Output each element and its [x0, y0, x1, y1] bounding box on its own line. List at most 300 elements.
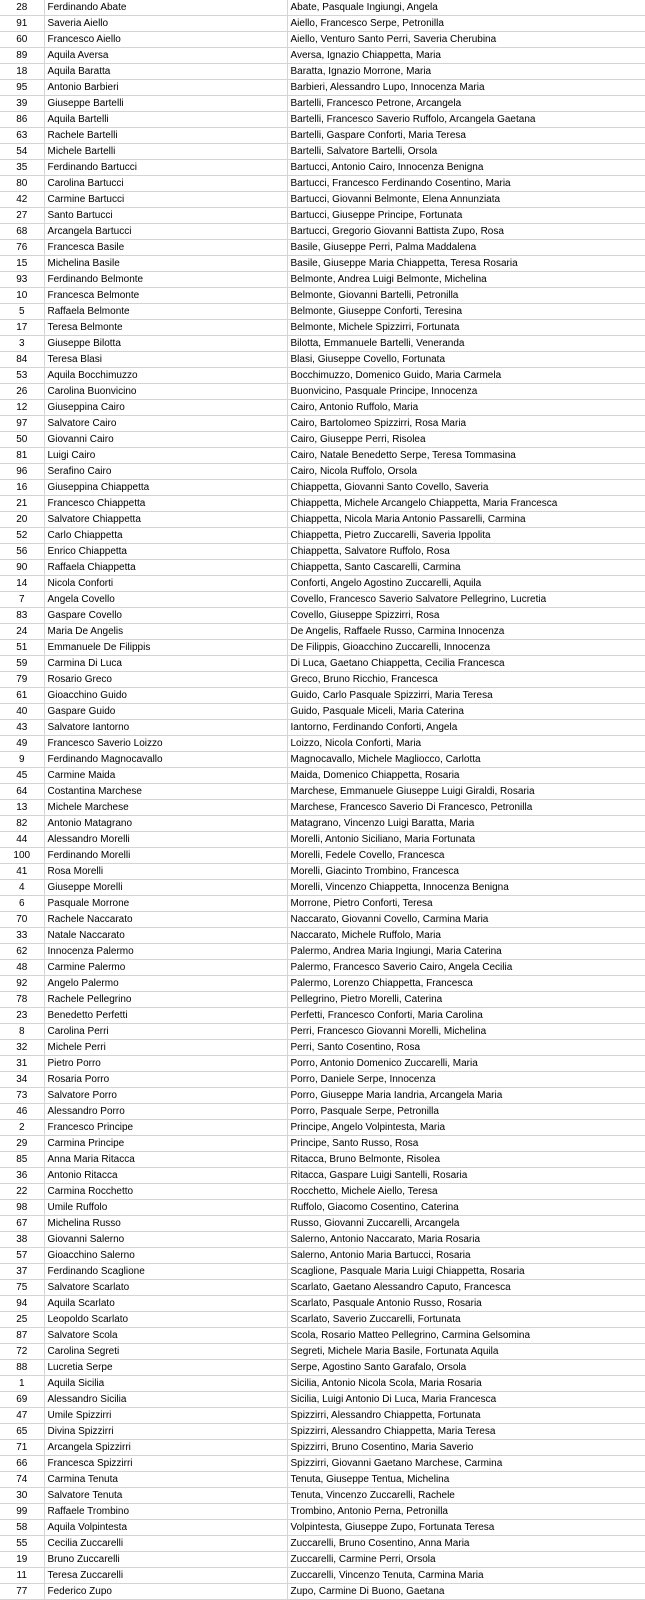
record-number-cell[interactable]: 60	[0, 32, 44, 48]
record-number-cell[interactable]: 42	[0, 192, 44, 208]
record-number-cell[interactable]: 33	[0, 928, 44, 944]
person-name-cell[interactable]: Leopoldo Scarlato	[44, 1312, 287, 1328]
person-name-cell[interactable]: Innocenza Palermo	[44, 944, 287, 960]
record-number-cell[interactable]: 50	[0, 432, 44, 448]
record-number-cell[interactable]: 49	[0, 736, 44, 752]
person-name-cell[interactable]: Giuseppe Bilotta	[44, 336, 287, 352]
person-name-cell[interactable]: Maria De Angelis	[44, 624, 287, 640]
person-name-cell[interactable]: Alessandro Morelli	[44, 832, 287, 848]
person-name-cell[interactable]: Pietro Porro	[44, 1056, 287, 1072]
record-number-cell[interactable]: 12	[0, 400, 44, 416]
parents-cell[interactable]: Naccarato, Michele Ruffolo, Maria	[287, 928, 645, 944]
parents-cell[interactable]: Scaglione, Pasquale Maria Luigi Chiappetta, Rosaria	[287, 1264, 645, 1280]
person-name-cell[interactable]: Rosa Morelli	[44, 864, 287, 880]
person-name-cell[interactable]: Serafino Cairo	[44, 464, 287, 480]
parents-cell[interactable]: Bilotta, Emmanuele Bartelli, Veneranda	[287, 336, 645, 352]
parents-cell[interactable]: Spizzirri, Giovanni Gaetano Marchese, Carmina	[287, 1456, 645, 1472]
parents-cell[interactable]: Marchese, Emmanuele Giuseppe Luigi Giraldi, Rosaria	[287, 784, 645, 800]
parents-cell[interactable]: Chiappetta, Salvatore Ruffolo, Rosa	[287, 544, 645, 560]
person-name-cell[interactable]: Salvatore Porro	[44, 1088, 287, 1104]
person-name-cell[interactable]: Cecilia Zuccarelli	[44, 1536, 287, 1552]
person-name-cell[interactable]: Arcangela Bartucci	[44, 224, 287, 240]
person-name-cell[interactable]: Giovanni Salerno	[44, 1232, 287, 1248]
person-name-cell[interactable]: Salvatore Scola	[44, 1328, 287, 1344]
parents-cell[interactable]: Di Luca, Gaetano Chiappetta, Cecilia Francesca	[287, 656, 645, 672]
parents-cell[interactable]: Cairo, Bartolomeo Spizzirri, Rosa Maria	[287, 416, 645, 432]
record-number-cell[interactable]: 48	[0, 960, 44, 976]
parents-cell[interactable]: Perri, Santo Cosentino, Rosa	[287, 1040, 645, 1056]
parents-cell[interactable]: Naccarato, Giovanni Covello, Carmina Maria	[287, 912, 645, 928]
record-number-cell[interactable]: 83	[0, 608, 44, 624]
person-name-cell[interactable]: Lucretia Serpe	[44, 1360, 287, 1376]
record-number-cell[interactable]: 64	[0, 784, 44, 800]
record-number-cell[interactable]: 89	[0, 48, 44, 64]
person-name-cell[interactable]: Aquila Bocchimuzzo	[44, 368, 287, 384]
parents-cell[interactable]: Zuccarelli, Bruno Cosentino, Anna Maria	[287, 1536, 645, 1552]
record-number-cell[interactable]: 88	[0, 1360, 44, 1376]
parents-cell[interactable]: Bartucci, Antonio Cairo, Innocenza Benigna	[287, 160, 645, 176]
person-name-cell[interactable]: Aquila Bartelli	[44, 112, 287, 128]
person-name-cell[interactable]: Teresa Belmonte	[44, 320, 287, 336]
record-number-cell[interactable]: 16	[0, 480, 44, 496]
person-name-cell[interactable]: Salvatore Cairo	[44, 416, 287, 432]
record-number-cell[interactable]: 40	[0, 704, 44, 720]
person-name-cell[interactable]: Aquila Aversa	[44, 48, 287, 64]
person-name-cell[interactable]: Federico Zupo	[44, 1584, 287, 1600]
record-number-cell[interactable]: 51	[0, 640, 44, 656]
record-number-cell[interactable]: 8	[0, 1024, 44, 1040]
record-number-cell[interactable]: 1	[0, 1376, 44, 1392]
parents-cell[interactable]: Bartucci, Gregorio Giovanni Battista Zupo, Rosa	[287, 224, 645, 240]
record-number-cell[interactable]: 55	[0, 1536, 44, 1552]
person-name-cell[interactable]: Gaspare Guido	[44, 704, 287, 720]
parents-cell[interactable]: Russo, Giovanni Zuccarelli, Arcangela	[287, 1216, 645, 1232]
person-name-cell[interactable]: Alessandro Sicilia	[44, 1392, 287, 1408]
record-number-cell[interactable]: 86	[0, 112, 44, 128]
record-number-cell[interactable]: 32	[0, 1040, 44, 1056]
person-name-cell[interactable]: Michelina Russo	[44, 1216, 287, 1232]
record-number-cell[interactable]: 79	[0, 672, 44, 688]
person-name-cell[interactable]: Carmine Maida	[44, 768, 287, 784]
record-number-cell[interactable]: 44	[0, 832, 44, 848]
parents-cell[interactable]: Scarlato, Saverio Zuccarelli, Fortunata	[287, 1312, 645, 1328]
person-name-cell[interactable]: Carlo Chiappetta	[44, 528, 287, 544]
parents-cell[interactable]: Tenuta, Vincenzo Zuccarelli, Rachele	[287, 1488, 645, 1504]
record-number-cell[interactable]: 36	[0, 1168, 44, 1184]
record-number-cell[interactable]: 59	[0, 656, 44, 672]
record-number-cell[interactable]: 5	[0, 304, 44, 320]
person-name-cell[interactable]: Carmine Palermo	[44, 960, 287, 976]
record-number-cell[interactable]: 47	[0, 1408, 44, 1424]
parents-cell[interactable]: Bartucci, Francesco Ferdinando Cosentino, Maria	[287, 176, 645, 192]
parents-cell[interactable]: Porro, Antonio Domenico Zuccarelli, Maria	[287, 1056, 645, 1072]
parents-cell[interactable]: Cairo, Antonio Ruffolo, Maria	[287, 400, 645, 416]
record-number-cell[interactable]: 29	[0, 1136, 44, 1152]
person-name-cell[interactable]: Santo Bartucci	[44, 208, 287, 224]
record-number-cell[interactable]: 20	[0, 512, 44, 528]
person-name-cell[interactable]: Teresa Zuccarelli	[44, 1568, 287, 1584]
person-name-cell[interactable]: Benedetto Perfetti	[44, 1008, 287, 1024]
parents-cell[interactable]: Belmonte, Andrea Luigi Belmonte, Michelina	[287, 272, 645, 288]
parents-cell[interactable]: Palermo, Lorenzo Chiappetta, Francesca	[287, 976, 645, 992]
record-number-cell[interactable]: 80	[0, 176, 44, 192]
parents-cell[interactable]: Scarlato, Gaetano Alessandro Caputo, Francesca	[287, 1280, 645, 1296]
parents-cell[interactable]: Principe, Angelo Volpintesta, Maria	[287, 1120, 645, 1136]
parents-cell[interactable]: Guido, Carlo Pasquale Spizzirri, Maria Teresa	[287, 688, 645, 704]
parents-cell[interactable]: Barbieri, Alessandro Lupo, Innocenza Maria	[287, 80, 645, 96]
parents-cell[interactable]: Chiappetta, Giovanni Santo Covello, Saveria	[287, 480, 645, 496]
parents-cell[interactable]: Sicilia, Antonio Nicola Scola, Maria Rosaria	[287, 1376, 645, 1392]
parents-cell[interactable]: Belmonte, Giuseppe Conforti, Teresina	[287, 304, 645, 320]
person-name-cell[interactable]: Divina Spizzirri	[44, 1424, 287, 1440]
person-name-cell[interactable]: Salvatore Iantorno	[44, 720, 287, 736]
record-number-cell[interactable]: 66	[0, 1456, 44, 1472]
parents-cell[interactable]: Porro, Daniele Serpe, Innocenza	[287, 1072, 645, 1088]
person-name-cell[interactable]: Francesco Principe	[44, 1120, 287, 1136]
record-number-cell[interactable]: 94	[0, 1296, 44, 1312]
record-number-cell[interactable]: 23	[0, 1008, 44, 1024]
parents-cell[interactable]: Cairo, Nicola Ruffolo, Orsola	[287, 464, 645, 480]
record-number-cell[interactable]: 19	[0, 1552, 44, 1568]
person-name-cell[interactable]: Antonio Ritacca	[44, 1168, 287, 1184]
record-number-cell[interactable]: 99	[0, 1504, 44, 1520]
person-name-cell[interactable]: Rosaria Porro	[44, 1072, 287, 1088]
person-name-cell[interactable]: Michele Bartelli	[44, 144, 287, 160]
person-name-cell[interactable]: Francesca Spizzirri	[44, 1456, 287, 1472]
person-name-cell[interactable]: Giuseppina Chiappetta	[44, 480, 287, 496]
record-number-cell[interactable]: 95	[0, 80, 44, 96]
record-number-cell[interactable]: 85	[0, 1152, 44, 1168]
parents-cell[interactable]: De Filippis, Gioacchino Zuccarelli, Innocenza	[287, 640, 645, 656]
person-name-cell[interactable]: Carolina Perri	[44, 1024, 287, 1040]
person-name-cell[interactable]: Raffaela Chiappetta	[44, 560, 287, 576]
parents-cell[interactable]: Segreti, Michele Maria Basile, Fortunata Aquila	[287, 1344, 645, 1360]
parents-cell[interactable]: Loizzo, Nicola Conforti, Maria	[287, 736, 645, 752]
record-number-cell[interactable]: 45	[0, 768, 44, 784]
person-name-cell[interactable]: Anna Maria Ritacca	[44, 1152, 287, 1168]
person-name-cell[interactable]: Ferdinando Scaglione	[44, 1264, 287, 1280]
person-name-cell[interactable]: Michelina Basile	[44, 256, 287, 272]
person-name-cell[interactable]: Ferdinando Abate	[44, 0, 287, 16]
person-name-cell[interactable]: Francesca Basile	[44, 240, 287, 256]
record-number-cell[interactable]: 100	[0, 848, 44, 864]
record-number-cell[interactable]: 70	[0, 912, 44, 928]
record-number-cell[interactable]: 46	[0, 1104, 44, 1120]
person-name-cell[interactable]: Pasquale Morrone	[44, 896, 287, 912]
record-number-cell[interactable]: 96	[0, 464, 44, 480]
person-name-cell[interactable]: Gioacchino Guido	[44, 688, 287, 704]
person-name-cell[interactable]: Carmina Rocchetto	[44, 1184, 287, 1200]
record-number-cell[interactable]: 34	[0, 1072, 44, 1088]
record-number-cell[interactable]: 22	[0, 1184, 44, 1200]
record-number-cell[interactable]: 81	[0, 448, 44, 464]
parents-cell[interactable]: Morelli, Fedele Covello, Francesca	[287, 848, 645, 864]
parents-cell[interactable]: Ritacca, Gaspare Luigi Santelli, Rosaria	[287, 1168, 645, 1184]
record-number-cell[interactable]: 7	[0, 592, 44, 608]
parents-cell[interactable]: Pellegrino, Pietro Morelli, Caterina	[287, 992, 645, 1008]
record-number-cell[interactable]: 92	[0, 976, 44, 992]
parents-cell[interactable]: Cairo, Giuseppe Perri, Risolea	[287, 432, 645, 448]
record-number-cell[interactable]: 91	[0, 16, 44, 32]
record-number-cell[interactable]: 21	[0, 496, 44, 512]
record-number-cell[interactable]: 43	[0, 720, 44, 736]
parents-cell[interactable]: Serpe, Agostino Santo Garafalo, Orsola	[287, 1360, 645, 1376]
parents-cell[interactable]: Zupo, Carmine Di Buono, Gaetana	[287, 1584, 645, 1600]
parents-cell[interactable]: Magnocavallo, Michele Magliocco, Carlotta	[287, 752, 645, 768]
record-number-cell[interactable]: 18	[0, 64, 44, 80]
record-number-cell[interactable]: 71	[0, 1440, 44, 1456]
parents-cell[interactable]: Sicilia, Luigi Antonio Di Luca, Maria Francesca	[287, 1392, 645, 1408]
person-name-cell[interactable]: Francesca Belmonte	[44, 288, 287, 304]
record-number-cell[interactable]: 28	[0, 0, 44, 16]
parents-cell[interactable]: Basile, Giuseppe Perri, Palma Maddalena	[287, 240, 645, 256]
parents-cell[interactable]: Morelli, Antonio Siciliano, Maria Fortunata	[287, 832, 645, 848]
parents-cell[interactable]: Spizzirri, Alessandro Chiappetta, Maria Teresa	[287, 1424, 645, 1440]
parents-cell[interactable]: Tenuta, Giuseppe Tentua, Michelina	[287, 1472, 645, 1488]
record-number-cell[interactable]: 76	[0, 240, 44, 256]
person-name-cell[interactable]: Bruno Zuccarelli	[44, 1552, 287, 1568]
parents-cell[interactable]: Aiello, Francesco Serpe, Petronilla	[287, 16, 645, 32]
person-name-cell[interactable]: Ferdinando Belmonte	[44, 272, 287, 288]
person-name-cell[interactable]: Gaspare Covello	[44, 608, 287, 624]
parents-cell[interactable]: Salerno, Antonio Maria Bartucci, Rosaria	[287, 1248, 645, 1264]
person-name-cell[interactable]: Giuseppe Morelli	[44, 880, 287, 896]
parents-cell[interactable]: Greco, Bruno Ricchio, Francesca	[287, 672, 645, 688]
record-number-cell[interactable]: 27	[0, 208, 44, 224]
record-number-cell[interactable]: 53	[0, 368, 44, 384]
person-name-cell[interactable]: Carmine Bartucci	[44, 192, 287, 208]
record-number-cell[interactable]: 82	[0, 816, 44, 832]
record-number-cell[interactable]: 84	[0, 352, 44, 368]
record-number-cell[interactable]: 2	[0, 1120, 44, 1136]
parents-cell[interactable]: Chiappetta, Pietro Zuccarelli, Saveria Ippolita	[287, 528, 645, 544]
record-number-cell[interactable]: 39	[0, 96, 44, 112]
parents-cell[interactable]: Ruffolo, Giacomo Cosentino, Caterina	[287, 1200, 645, 1216]
person-name-cell[interactable]: Saveria Aiello	[44, 16, 287, 32]
person-name-cell[interactable]: Carolina Buonvicino	[44, 384, 287, 400]
parents-cell[interactable]: Chiappetta, Nicola Maria Antonio Passarelli, Carmina	[287, 512, 645, 528]
parents-cell[interactable]: Morrone, Pietro Conforti, Teresa	[287, 896, 645, 912]
record-number-cell[interactable]: 6	[0, 896, 44, 912]
person-name-cell[interactable]: Antonio Matagrano	[44, 816, 287, 832]
parents-cell[interactable]: Chiappetta, Michele Arcangelo Chiappetta, Maria Francesca	[287, 496, 645, 512]
parents-cell[interactable]: Abate, Pasquale Ingiungi, Angela	[287, 0, 645, 16]
person-name-cell[interactable]: Rosario Greco	[44, 672, 287, 688]
person-name-cell[interactable]: Rachele Naccarato	[44, 912, 287, 928]
record-number-cell[interactable]: 13	[0, 800, 44, 816]
record-number-cell[interactable]: 38	[0, 1232, 44, 1248]
record-number-cell[interactable]: 54	[0, 144, 44, 160]
parents-cell[interactable]: Blasi, Giuseppe Covello, Fortunata	[287, 352, 645, 368]
record-number-cell[interactable]: 61	[0, 688, 44, 704]
person-name-cell[interactable]: Luigi Cairo	[44, 448, 287, 464]
parents-cell[interactable]: Bartucci, Giovanni Belmonte, Elena Annunziata	[287, 192, 645, 208]
parents-cell[interactable]: Bartelli, Francesco Saverio Ruffolo, Arcangela Gaetana	[287, 112, 645, 128]
person-name-cell[interactable]: Gioacchino Salerno	[44, 1248, 287, 1264]
record-number-cell[interactable]: 77	[0, 1584, 44, 1600]
parents-cell[interactable]: Cairo, Natale Benedetto Serpe, Teresa Tommasina	[287, 448, 645, 464]
parents-cell[interactable]: Belmonte, Giovanni Bartelli, Petronilla	[287, 288, 645, 304]
parents-cell[interactable]: Perri, Francesco Giovanni Morelli, Michelina	[287, 1024, 645, 1040]
record-number-cell[interactable]: 3	[0, 336, 44, 352]
record-number-cell[interactable]: 30	[0, 1488, 44, 1504]
person-name-cell[interactable]: Carolina Segreti	[44, 1344, 287, 1360]
record-number-cell[interactable]: 75	[0, 1280, 44, 1296]
person-name-cell[interactable]: Umile Spizzirri	[44, 1408, 287, 1424]
record-number-cell[interactable]: 17	[0, 320, 44, 336]
person-name-cell[interactable]: Emmanuele De Filippis	[44, 640, 287, 656]
parents-cell[interactable]: Bartelli, Salvatore Bartelli, Orsola	[287, 144, 645, 160]
person-name-cell[interactable]: Francesco Saverio Loizzo	[44, 736, 287, 752]
record-number-cell[interactable]: 65	[0, 1424, 44, 1440]
person-name-cell[interactable]: Francesco Aiello	[44, 32, 287, 48]
person-name-cell[interactable]: Ferdinando Magnocavallo	[44, 752, 287, 768]
person-name-cell[interactable]: Natale Naccarato	[44, 928, 287, 944]
parents-cell[interactable]: De Angelis, Raffaele Russo, Carmina Innocenza	[287, 624, 645, 640]
parents-cell[interactable]: Aversa, Ignazio Chiappetta, Maria	[287, 48, 645, 64]
parents-cell[interactable]: Buonvicino, Pasquale Principe, Innocenza	[287, 384, 645, 400]
parents-cell[interactable]: Baratta, Ignazio Morrone, Maria	[287, 64, 645, 80]
record-number-cell[interactable]: 24	[0, 624, 44, 640]
record-number-cell[interactable]: 97	[0, 416, 44, 432]
person-name-cell[interactable]: Salvatore Chiappetta	[44, 512, 287, 528]
parents-cell[interactable]: Trombino, Antonio Perna, Petronilla	[287, 1504, 645, 1520]
parents-cell[interactable]: Bocchimuzzo, Domenico Guido, Maria Carmela	[287, 368, 645, 384]
person-name-cell[interactable]: Aquila Sicilia	[44, 1376, 287, 1392]
person-name-cell[interactable]: Carmina Principe	[44, 1136, 287, 1152]
parents-cell[interactable]: Scola, Rosario Matteo Pellegrino, Carmina Gelsomina	[287, 1328, 645, 1344]
record-number-cell[interactable]: 26	[0, 384, 44, 400]
parents-cell[interactable]: Porro, Pasquale Serpe, Petronilla	[287, 1104, 645, 1120]
person-name-cell[interactable]: Francesco Chiappetta	[44, 496, 287, 512]
person-name-cell[interactable]: Michele Perri	[44, 1040, 287, 1056]
person-name-cell[interactable]: Costantina Marchese	[44, 784, 287, 800]
record-number-cell[interactable]: 57	[0, 1248, 44, 1264]
person-name-cell[interactable]: Aquila Baratta	[44, 64, 287, 80]
person-name-cell[interactable]: Carolina Bartucci	[44, 176, 287, 192]
person-name-cell[interactable]: Raffaela Belmonte	[44, 304, 287, 320]
person-name-cell[interactable]: Enrico Chiappetta	[44, 544, 287, 560]
person-name-cell[interactable]: Rachele Pellegrino	[44, 992, 287, 1008]
parents-cell[interactable]: Marchese, Francesco Saverio Di Francesco, Petronilla	[287, 800, 645, 816]
record-number-cell[interactable]: 56	[0, 544, 44, 560]
record-number-cell[interactable]: 31	[0, 1056, 44, 1072]
parents-cell[interactable]: Bartucci, Giuseppe Principe, Fortunata	[287, 208, 645, 224]
parents-cell[interactable]: Chiappetta, Santo Cascarelli, Carmina	[287, 560, 645, 576]
parents-cell[interactable]: Aiello, Venturo Santo Perri, Saveria Cherubina	[287, 32, 645, 48]
parents-cell[interactable]: Covello, Francesco Saverio Salvatore Pellegrino, Lucretia	[287, 592, 645, 608]
parents-cell[interactable]: Principe, Santo Russo, Rosa	[287, 1136, 645, 1152]
record-number-cell[interactable]: 98	[0, 1200, 44, 1216]
parents-cell[interactable]: Conforti, Angelo Agostino Zuccarelli, Aquila	[287, 576, 645, 592]
record-number-cell[interactable]: 10	[0, 288, 44, 304]
record-number-cell[interactable]: 58	[0, 1520, 44, 1536]
parents-cell[interactable]: Morelli, Giacinto Trombino, Francesca	[287, 864, 645, 880]
record-number-cell[interactable]: 87	[0, 1328, 44, 1344]
person-name-cell[interactable]: Carmina Tenuta	[44, 1472, 287, 1488]
parents-cell[interactable]: Basile, Giuseppe Maria Chiappetta, Teresa Rosaria	[287, 256, 645, 272]
parents-cell[interactable]: Bartelli, Francesco Petrone, Arcangela	[287, 96, 645, 112]
parents-cell[interactable]: Spizzirri, Alessandro Chiappetta, Fortunata	[287, 1408, 645, 1424]
record-number-cell[interactable]: 14	[0, 576, 44, 592]
parents-cell[interactable]: Morelli, Vincenzo Chiappetta, Innocenza Benigna	[287, 880, 645, 896]
person-name-cell[interactable]: Aquila Volpintesta	[44, 1520, 287, 1536]
parents-cell[interactable]: Iantorno, Ferdinando Conforti, Angela	[287, 720, 645, 736]
parents-cell[interactable]: Perfetti, Francesco Conforti, Maria Carolina	[287, 1008, 645, 1024]
person-name-cell[interactable]: Umile Ruffolo	[44, 1200, 287, 1216]
person-name-cell[interactable]: Ferdinando Bartucci	[44, 160, 287, 176]
parents-cell[interactable]: Palermo, Francesco Saverio Cairo, Angela Cecilia	[287, 960, 645, 976]
record-number-cell[interactable]: 68	[0, 224, 44, 240]
person-name-cell[interactable]: Teresa Blasi	[44, 352, 287, 368]
person-name-cell[interactable]: Alessandro Porro	[44, 1104, 287, 1120]
record-number-cell[interactable]: 69	[0, 1392, 44, 1408]
record-number-cell[interactable]: 52	[0, 528, 44, 544]
record-number-cell[interactable]: 93	[0, 272, 44, 288]
person-name-cell[interactable]: Antonio Barbieri	[44, 80, 287, 96]
parents-cell[interactable]: Matagrano, Vincenzo Luigi Baratta, Maria	[287, 816, 645, 832]
record-number-cell[interactable]: 41	[0, 864, 44, 880]
parents-cell[interactable]: Palermo, Andrea Maria Ingiungi, Maria Caterina	[287, 944, 645, 960]
record-number-cell[interactable]: 37	[0, 1264, 44, 1280]
person-name-cell[interactable]: Salvatore Tenuta	[44, 1488, 287, 1504]
record-number-cell[interactable]: 4	[0, 880, 44, 896]
person-name-cell[interactable]: Giovanni Cairo	[44, 432, 287, 448]
person-name-cell[interactable]: Angelo Palermo	[44, 976, 287, 992]
record-number-cell[interactable]: 11	[0, 1568, 44, 1584]
record-number-cell[interactable]: 74	[0, 1472, 44, 1488]
record-number-cell[interactable]: 67	[0, 1216, 44, 1232]
person-name-cell[interactable]: Raffaele Trombino	[44, 1504, 287, 1520]
parents-cell[interactable]: Rocchetto, Michele Aiello, Teresa	[287, 1184, 645, 1200]
parents-cell[interactable]: Guido, Pasquale Miceli, Maria Caterina	[287, 704, 645, 720]
person-name-cell[interactable]: Ferdinando Morelli	[44, 848, 287, 864]
record-number-cell[interactable]: 63	[0, 128, 44, 144]
parents-cell[interactable]: Zuccarelli, Carmine Perri, Orsola	[287, 1552, 645, 1568]
person-name-cell[interactable]: Giuseppe Bartelli	[44, 96, 287, 112]
record-number-cell[interactable]: 72	[0, 1344, 44, 1360]
person-name-cell[interactable]: Rachele Bartelli	[44, 128, 287, 144]
record-number-cell[interactable]: 15	[0, 256, 44, 272]
parents-cell[interactable]: Porro, Giuseppe Maria Iandria, Arcangela Maria	[287, 1088, 645, 1104]
parents-cell[interactable]: Belmonte, Michele Spizzirri, Fortunata	[287, 320, 645, 336]
record-number-cell[interactable]: 73	[0, 1088, 44, 1104]
person-name-cell[interactable]: Salvatore Scarlato	[44, 1280, 287, 1296]
record-number-cell[interactable]: 9	[0, 752, 44, 768]
record-number-cell[interactable]: 35	[0, 160, 44, 176]
person-name-cell[interactable]: Arcangela Spizzirri	[44, 1440, 287, 1456]
parents-cell[interactable]: Covello, Giuseppe Spizzirri, Rosa	[287, 608, 645, 624]
record-number-cell[interactable]: 62	[0, 944, 44, 960]
person-name-cell[interactable]: Giuseppina Cairo	[44, 400, 287, 416]
parents-cell[interactable]: Volpintesta, Giuseppe Zupo, Fortunata Teresa	[287, 1520, 645, 1536]
record-number-cell[interactable]: 25	[0, 1312, 44, 1328]
parents-cell[interactable]: Bartelli, Gaspare Conforti, Maria Teresa	[287, 128, 645, 144]
person-name-cell[interactable]: Michele Marchese	[44, 800, 287, 816]
parents-cell[interactable]: Zuccarelli, Vincenzo Tenuta, Carmina Maria	[287, 1568, 645, 1584]
person-name-cell[interactable]: Angela Covello	[44, 592, 287, 608]
parents-cell[interactable]: Spizzirri, Bruno Cosentino, Maria Saverio	[287, 1440, 645, 1456]
record-number-cell[interactable]: 78	[0, 992, 44, 1008]
parents-cell[interactable]: Ritacca, Bruno Belmonte, Risolea	[287, 1152, 645, 1168]
person-name-cell[interactable]: Aquila Scarlato	[44, 1296, 287, 1312]
parents-cell[interactable]: Salerno, Antonio Naccarato, Maria Rosaria	[287, 1232, 645, 1248]
record-number-cell[interactable]: 90	[0, 560, 44, 576]
person-name-cell[interactable]: Carmina Di Luca	[44, 656, 287, 672]
parents-cell[interactable]: Maida, Domenico Chiappetta, Rosaria	[287, 768, 645, 784]
parents-cell[interactable]: Scarlato, Pasquale Antonio Russo, Rosaria	[287, 1296, 645, 1312]
person-name-cell[interactable]: Nicola Conforti	[44, 576, 287, 592]
